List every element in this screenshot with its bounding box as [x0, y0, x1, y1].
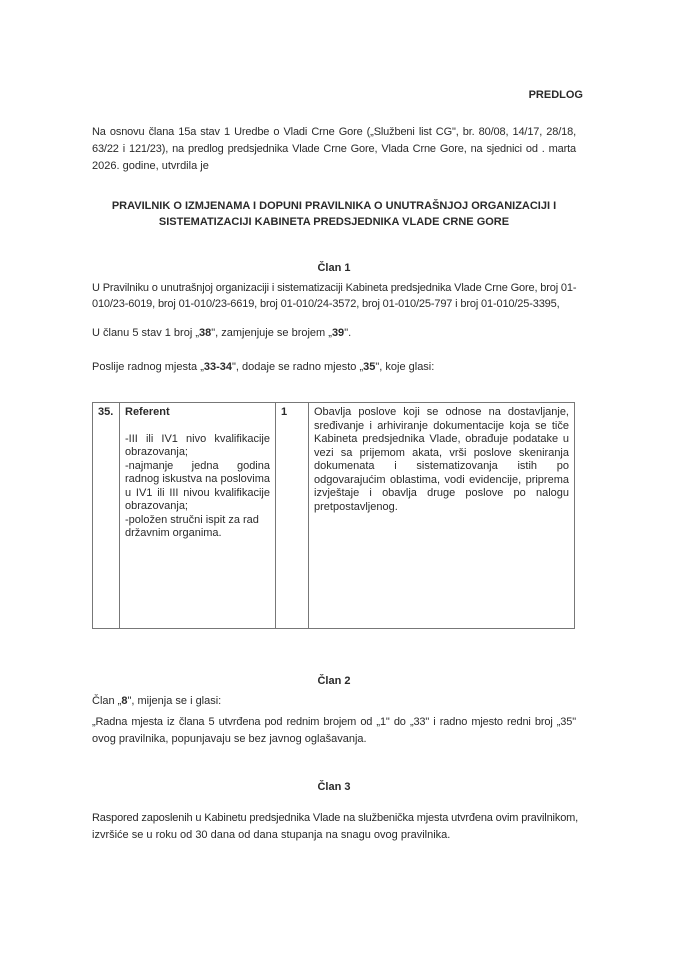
preamble-line: 63/22 i 121/23), na predlog predsjednika Vlade Crne Gore, Vlada Crne Gore, na sjednici od . marta [92, 143, 576, 155]
text: ", zamjenjuje se brojem „ [211, 327, 332, 339]
position-table [92, 402, 575, 629]
article-3-para-line: Raspored zaposlenih u Kabinetu predsjednika Vlade na službenička mjesta utvrđena ovim pravilnikom, [92, 812, 579, 824]
number: 33-34 [203, 361, 233, 373]
article-1-para-2 [92, 327, 351, 340]
number: 35 [363, 361, 376, 373]
predlog-label: PREDLOG [528, 89, 583, 101]
number: 38 [199, 327, 212, 339]
number: 39 [331, 327, 345, 339]
text: ", koje glasi: [375, 361, 435, 373]
article-1-heading: Član 1 [317, 262, 351, 274]
position-description: Obavlja poslove koji se odnose na dostavljanje, sređivanje i arhiviranje dokumentacije koja se tiče Kabineta predsjednika Vlade, obrađuje podatake u vezi sa prijemom akata, vrši poslove skeniranja dokumenata i sistematizovanja istih po odgovarajućim oblastima, vodi evidencije, priprema izvještaje i obavlja druge poslove po nalogu pretpostavljenog. [309, 403, 575, 629]
position-title: Referent [125, 406, 170, 418]
article-2-para-1 [92, 695, 221, 708]
article-2-para-line: ovog pravilnika, popunjavaju se bez javnog oglašavanja. [92, 733, 367, 745]
article-3-para-line: izvršiće se u roku od 30 dana od dana stupanja na snagu ovog pravilnika. [92, 829, 451, 841]
article-1-para-3 [92, 361, 434, 374]
position-cell [120, 403, 276, 629]
number: 8 [121, 695, 128, 707]
text: ", mijenja se i glasi: [127, 695, 222, 707]
article-1-para-line: 010/23-6019, broj 01-010/23-6619, broj 01-010/24-3572, broj 01-010/25-797 i broj 01-010/25-3395, [92, 298, 560, 310]
article-2-para-line: „Radna mjesta iz člana 5 utvrđena pod rednim brojem od „1" do „33" i radno mjesto redni broj „35" [92, 716, 576, 728]
table-row [93, 403, 575, 629]
position-count: 1 [276, 403, 309, 629]
title-line: PRAVILNIK O IZMJENAMA I DOPUNI PRAVILNIKA O UNUTRAŠNJOJ ORGANIZACIJI I [111, 200, 557, 212]
text: Član „ [92, 695, 122, 707]
article-3-heading: Član 3 [317, 781, 351, 793]
article-1-para-line: U Pravilniku o unutrašnjoj organizaciji i sistematizaciji Kabineta predsjednika Vlade Crne Gore, broj 01- [92, 282, 577, 294]
text: ". [344, 327, 352, 339]
preamble-line: 2026. godine, utvrdila je [92, 160, 209, 172]
requirement: -položen stručni ispit za rad državnim organima. [125, 513, 259, 539]
text: U članu 5 stav 1 broj „ [92, 327, 199, 339]
text: Poslije radnog mjesta „ [92, 361, 204, 373]
position-number: 35. [93, 403, 120, 629]
requirement: -najmanje jedna godina radnog iskustva na poslovima u IV1 ili III nivou kvalifikacije obrazovanja; [125, 459, 270, 512]
text: ", dodaje se radno mjesto „ [232, 361, 364, 373]
title-line: SISTEMATIZACIJI KABINETA PREDSJEDNIKA VLADE CRNE GORE [158, 216, 510, 228]
article-2-heading: Član 2 [317, 675, 351, 687]
requirement: -III ili IV1 nivo kvalifikacije obrazovanja; [125, 432, 270, 458]
preamble-line: Na osnovu člana 15a stav 1 Uredbe o Vladi Crne Gore („Službeni list CG", br. 80/08, 14/17, 28/18, [92, 126, 576, 138]
